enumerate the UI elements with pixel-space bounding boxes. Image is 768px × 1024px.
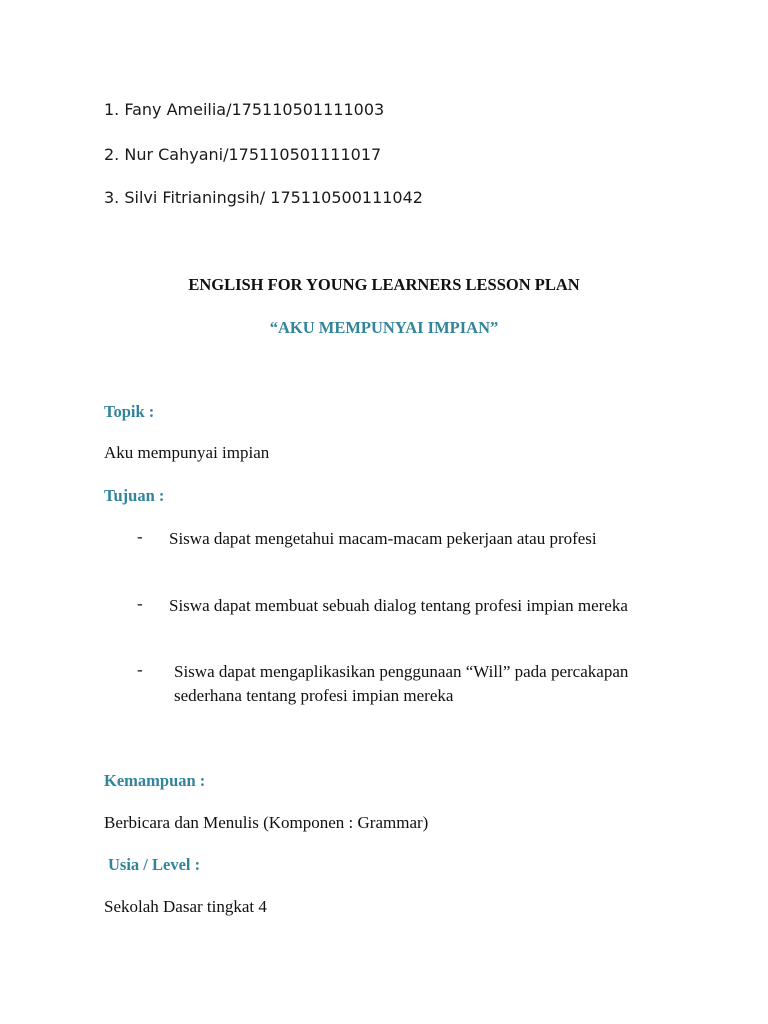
- tujuan-heading: Tujuan :: [104, 486, 165, 505]
- author-line-1: 1. Fany Ameilia/175110501111003: [104, 100, 385, 119]
- bullet-dash: -: [137, 594, 143, 613]
- author-line-2: 2. Nur Cahyani/175110501111017: [104, 145, 382, 164]
- usia-text: Sekolah Dasar tingkat 4: [104, 897, 267, 916]
- topik-heading: Topik :: [104, 402, 155, 421]
- document-title: ENGLISH FOR YOUNG LEARNERS LESSON PLAN: [188, 275, 580, 294]
- bullet-dash: -: [137, 660, 143, 679]
- kemampuan-text: Berbicara dan Menulis (Komponen : Grammar): [104, 813, 429, 832]
- tujuan-item-3: Siswa dapat mengaplikasikan penggunaan “Will” pada percakapan sederhana tentang profesi impian mereka: [174, 662, 629, 705]
- topik-text: Aku mempunyai impian: [104, 443, 270, 462]
- author-line-3: 3. Silvi Fitrianingsih/ 175110500111042: [104, 188, 423, 207]
- tujuan-item-1: Siswa dapat mengetahui macam-macam pekerjaan atau profesi: [169, 529, 597, 548]
- tujuan-item-2: Siswa dapat membuat sebuah dialog tentang profesi impian mereka: [169, 596, 628, 615]
- kemampuan-heading: Kemampuan :: [104, 771, 206, 790]
- document-subtitle: “AKU MEMPUNYAI IMPIAN”: [269, 318, 499, 337]
- usia-heading: Usia / Level :: [108, 855, 201, 874]
- bullet-dash: -: [137, 527, 143, 546]
